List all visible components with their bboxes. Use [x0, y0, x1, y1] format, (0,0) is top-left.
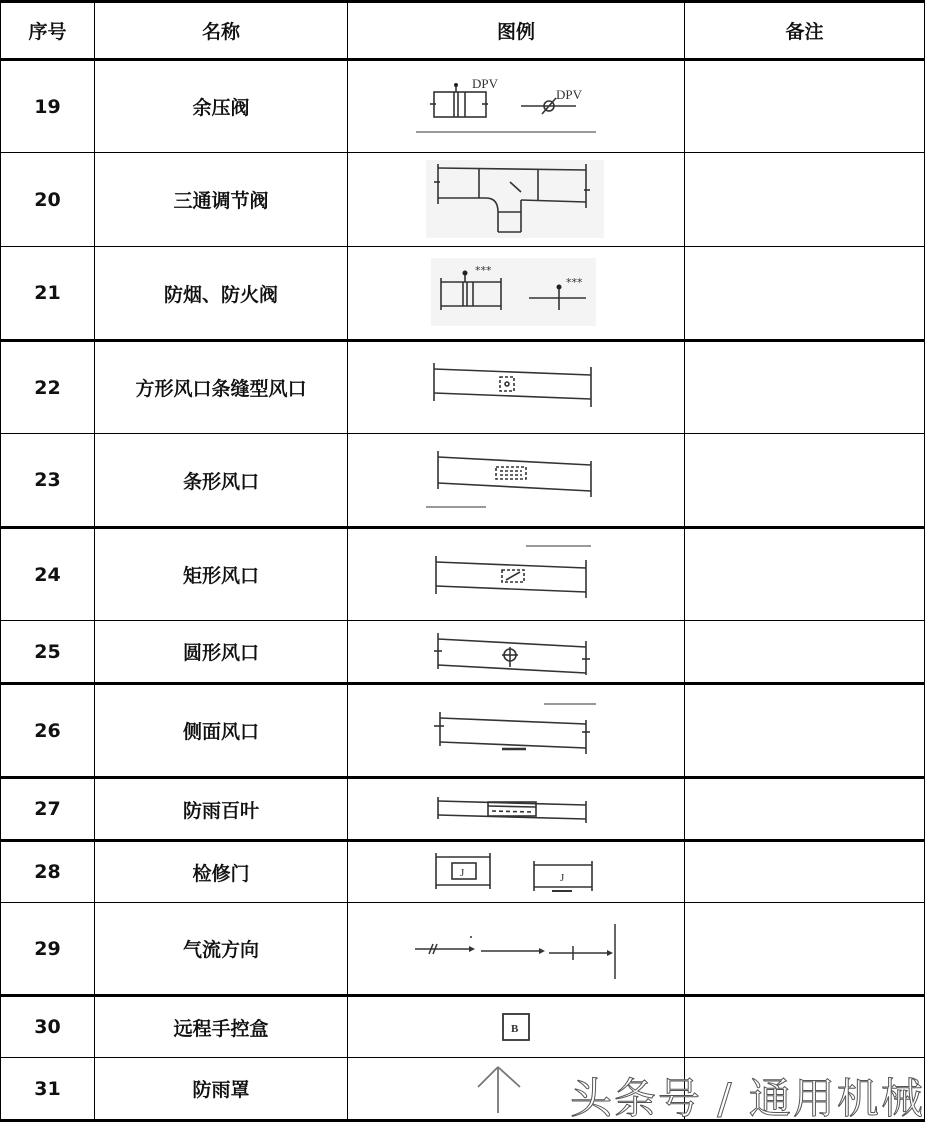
row-number: 24	[1, 528, 95, 621]
table-row	[1, 903, 925, 996]
row-name: 检修门	[95, 841, 348, 903]
row-name: 防雨罩	[95, 1058, 348, 1121]
row-note	[685, 903, 925, 996]
row-note	[685, 996, 925, 1058]
row-name: 圆形风口	[95, 621, 348, 684]
row-note	[685, 528, 925, 621]
table-row	[1, 1058, 925, 1121]
watermark: 头条号 / 通用机械	[570, 1074, 925, 1123]
table-row	[1, 434, 925, 528]
svg-text:J: J	[460, 867, 465, 879]
row-number: 23	[1, 434, 95, 528]
table-row	[1, 247, 925, 341]
table-row	[1, 528, 925, 621]
header-number: 序号	[1, 2, 95, 60]
svg-text:***: ***	[566, 276, 583, 289]
smoke-fire-damper-icon	[431, 258, 601, 328]
row-legend	[348, 778, 685, 841]
table-row	[1, 341, 925, 434]
row-note	[685, 841, 925, 903]
table-row	[1, 841, 925, 903]
header-name: 名称	[95, 2, 348, 60]
row-number: 30	[1, 996, 95, 1058]
row-note	[685, 247, 925, 341]
row-name: 矩形风口	[95, 528, 348, 621]
header-row	[1, 2, 925, 60]
row-name: 气流方向	[95, 903, 348, 996]
row-name: 侧面风口	[95, 684, 348, 778]
table-row	[1, 684, 925, 778]
row-note	[685, 1058, 925, 1121]
rain-louver-icon	[426, 787, 606, 832]
airflow-direction-icon	[411, 914, 621, 984]
row-number: 21	[1, 247, 95, 341]
linear-grille-icon	[426, 445, 606, 515]
row-legend	[348, 528, 685, 621]
rain-hood-arrow-icon	[468, 1061, 528, 1117]
row-name: 条形风口	[95, 434, 348, 528]
svg-text:J: J	[560, 872, 565, 884]
header-legend: 图例	[348, 2, 685, 60]
table-row	[1, 621, 925, 684]
three-way-valve-icon	[426, 160, 606, 240]
square-slot-diffuser-icon	[426, 353, 606, 423]
row-note	[685, 434, 925, 528]
row-legend	[348, 341, 685, 434]
round-diffuser-icon	[426, 627, 606, 677]
row-name: 防烟、防火阀	[95, 247, 348, 341]
row-name: 方形风口条缝型风口	[95, 341, 348, 434]
row-legend	[348, 903, 685, 996]
table-row	[1, 153, 925, 247]
row-name: 余压阀	[95, 60, 348, 153]
row-note	[685, 153, 925, 247]
row-legend	[348, 621, 685, 684]
row-note	[685, 684, 925, 778]
row-number: 31	[1, 1058, 95, 1121]
svg-text:***: ***	[475, 264, 492, 277]
row-legend	[348, 153, 685, 247]
row-note	[685, 60, 925, 153]
row-name: 远程手控盒	[95, 996, 348, 1058]
row-number: 26	[1, 684, 95, 778]
side-grille-icon	[426, 696, 606, 766]
row-note	[685, 621, 925, 684]
svg-text:DPV: DPV	[472, 75, 499, 91]
row-number: 27	[1, 778, 95, 841]
header-note: 备注	[685, 2, 925, 60]
row-number: 25	[1, 621, 95, 684]
row-number: 20	[1, 153, 95, 247]
row-legend	[348, 434, 685, 528]
rectangular-grille-icon	[426, 540, 606, 610]
row-legend	[348, 684, 685, 778]
table-row	[1, 996, 925, 1058]
row-name: 三通调节阀	[95, 153, 348, 247]
table-row	[1, 778, 925, 841]
row-name: 防雨百叶	[95, 778, 348, 841]
row-legend	[348, 60, 685, 153]
row-number: 28	[1, 841, 95, 903]
row-number: 22	[1, 341, 95, 434]
row-number: 29	[1, 903, 95, 996]
table-row	[1, 60, 925, 153]
row-legend	[348, 841, 685, 903]
row-number: 19	[1, 60, 95, 153]
svg-text:B: B	[511, 1023, 519, 1035]
svg-text:DPV: DPV	[556, 86, 583, 102]
row-note	[685, 778, 925, 841]
row-legend	[348, 1058, 685, 1121]
relief-pressure-valve-icon	[416, 72, 616, 142]
row-legend	[348, 247, 685, 341]
row-legend	[348, 996, 685, 1058]
access-door-icon	[426, 847, 606, 897]
remote-control-box-icon	[496, 1007, 536, 1047]
row-note	[685, 341, 925, 434]
